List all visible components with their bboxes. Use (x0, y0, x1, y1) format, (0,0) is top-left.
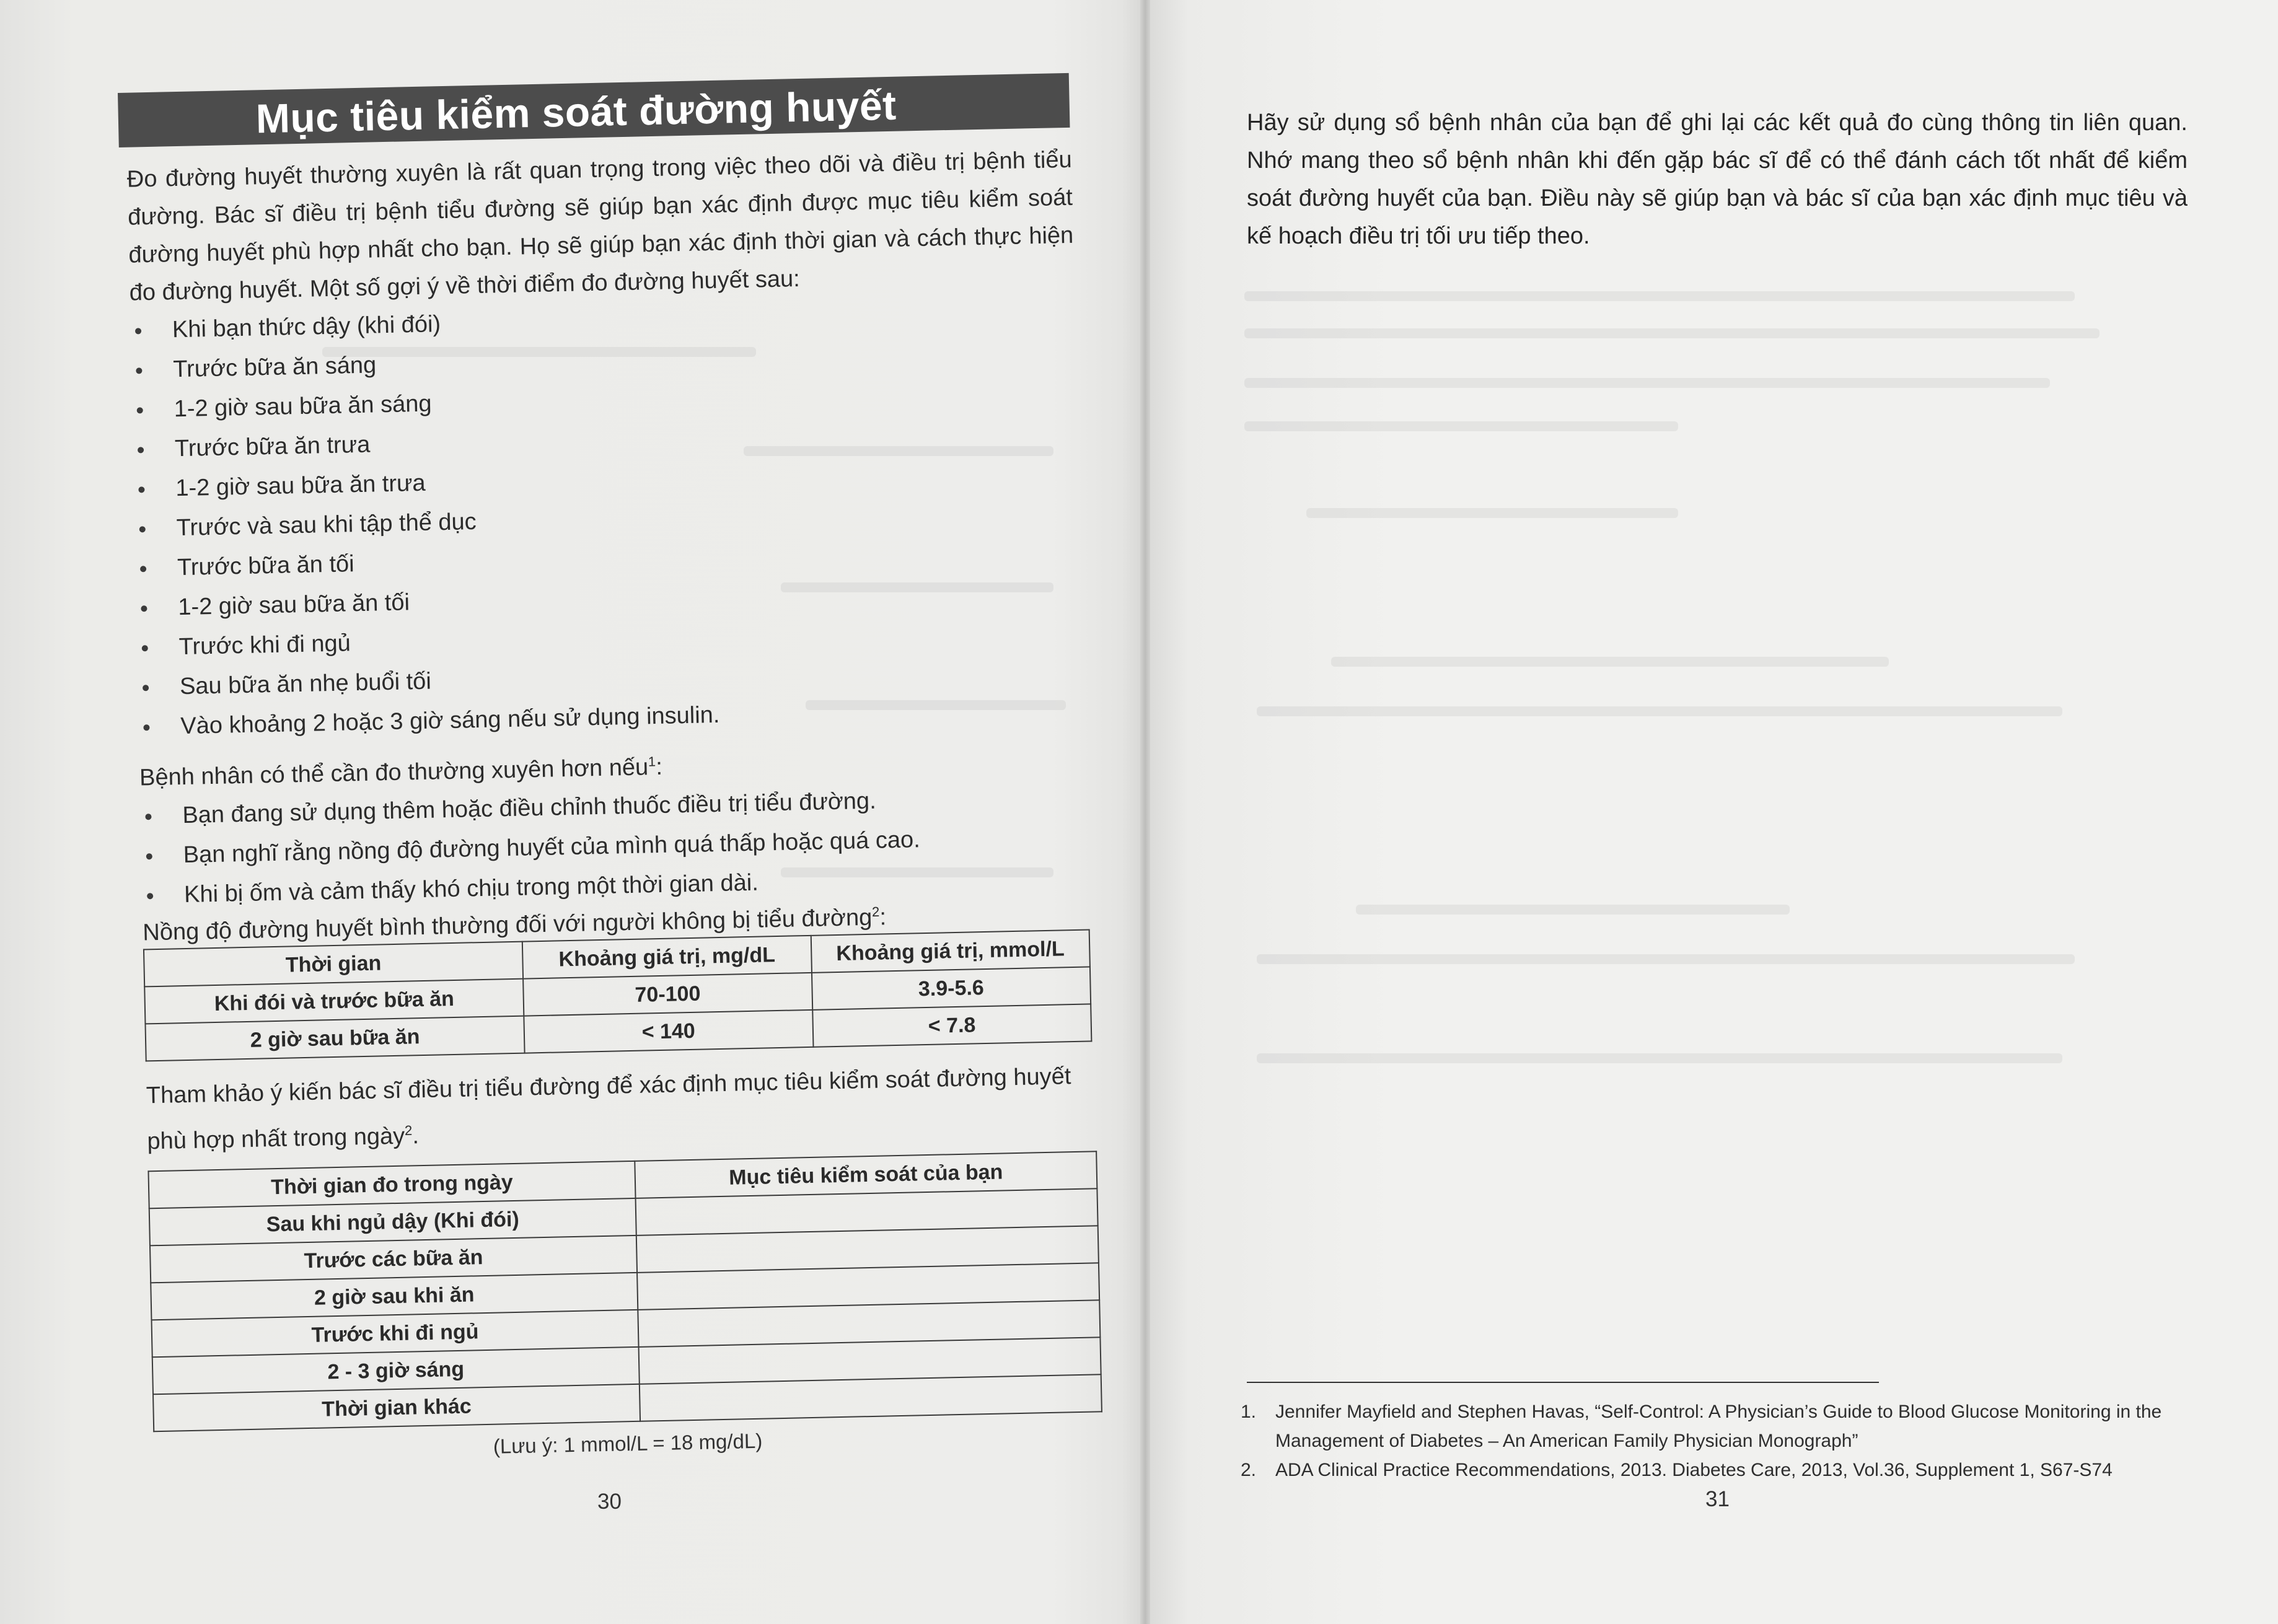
footnote-ref: 2 (404, 1122, 413, 1139)
table-cell: Thời gian khác (153, 1384, 640, 1431)
footnotes (1241, 1397, 2198, 1485)
list-item: Trước và sau khi tập thể dục (134, 489, 1064, 548)
intro-text: Đo đường huyết thường xuyên là rất quan trọng trong việc theo dõi và điều trị bệnh tiểu đường. Bác sĩ điều trị bệnh tiểu đường sẽ giúp bạn xác định được mục tiêu kiểm soát đường huyết phù hợp nhất cho bạn. Họ sẽ giúp bạn xác định thời gian và cách thực hiện đo đường huyết. Một số gợi ý về thời điểm đo đường huyết sau: (126, 146, 1074, 306)
section-title-bar (118, 73, 1070, 147)
table2-caption-period: . (411, 1123, 420, 1149)
list-item: 1-2 giờ sau bữa ăn trưa (133, 450, 1063, 509)
table-header: Khoảng giá trị, mmol/L (811, 929, 1090, 972)
table-cell: 2 giờ sau khi ăn (151, 1273, 638, 1320)
list-item: Bạn nghĩ rằng nồng độ đường huyết của mình quá thấp hoặc quá cao. (141, 817, 1071, 876)
table-cell: Sau khi ngủ dậy (Khi đói) (149, 1198, 636, 1245)
list-item: Bạn đang sử dụng thêm hoặc điều chỉnh thuốc điều trị tiểu đường. (140, 777, 1070, 836)
frequent-intro-text: Bệnh nhân có thể cần đo thường xuyên hơn nếu (139, 754, 649, 791)
book-gutter (1140, 0, 1150, 1624)
table2-caption (146, 1053, 1096, 1164)
table-header: Mục tiêu kiểm soát của bạn (635, 1151, 1097, 1198)
list-item: 1-2 giờ sau bữa ăn sáng (131, 371, 1062, 429)
right-page-paragraph: Hãy sử dụng sổ bệnh nhân của bạn để ghi lại các kết quả đo cùng thông tin liên quan. Nhớ mang theo sổ bệnh nhân khi đến gặp bác sĩ để có thể đánh cách tốt nhất để kiểm soát đường huyết của bạn. Điều này sẽ giúp bạn và bác sĩ của bạn xác định mục tiêu và kế hoạch điều trị tối ưu tiếp theo. (1247, 110, 2188, 249)
footnote-ref: 2 (871, 903, 880, 920)
table-header: Thời gian đo trong ngày (148, 1161, 635, 1208)
table-cell: 70-100 (523, 973, 812, 1016)
list-item: Khi bạn thức dậy (khi đói) (130, 291, 1060, 350)
footnote-number: 1. (1241, 1402, 1257, 1422)
footnote-item (1241, 1397, 2198, 1455)
table-cell: Trước khi đi ngủ (151, 1310, 638, 1357)
table-cell: 2 - 3 giờ sáng (152, 1347, 640, 1394)
footnote-text: ADA Clinical Practice Recommendations, 2013. Diabetes Care, 2013, Vol.36, Supplement 1, S67-S74 (1275, 1460, 2113, 1480)
timing-list (130, 291, 1068, 747)
list-item: Trước bữa ăn tối (134, 529, 1065, 588)
list-item: Trước bữa ăn trưa (132, 410, 1062, 469)
frequent-intro-colon: : (655, 753, 663, 781)
frequent-list (140, 777, 1072, 915)
footnote-text: Jennifer Mayfield and Stephen Havas, “Self-Control: A Physician’s Guide to Blood Glucose Monitoring in the Management of Diabetes – An American Family Physician Monograph” (1275, 1402, 2162, 1451)
footnote-item (1241, 1455, 2198, 1485)
table-cell: Khi đói và trước bữa ăn (144, 979, 524, 1024)
page-number-left: 30 (597, 1490, 622, 1514)
section-title: Mục tiêu kiểm soát đường huyết (255, 82, 897, 142)
list-item: Trước khi đi ngủ (136, 608, 1066, 667)
list-item: 1-2 giờ sau bữa ăn tối (136, 569, 1066, 628)
table-cell: < 7.8 (812, 1004, 1092, 1047)
list-item: Trước bữa ăn sáng (131, 331, 1061, 390)
table-cell: 3.9-5.6 (812, 967, 1091, 1009)
table-header: Khoảng giá trị, mg/dL (522, 936, 812, 979)
footnote-number: 2. (1241, 1460, 1257, 1480)
footnote-divider (1247, 1382, 1879, 1383)
table1-caption-text: Nồng độ đường huyết bình thường đối với người không bị tiểu đường (142, 904, 873, 946)
table-header: Thời gian (144, 942, 523, 987)
unit-note: (Lưu ý: 1 mmol/L = 18 mg/dL) (493, 1429, 763, 1458)
list-item: Khi bị ốm và cảm thấy khó chịu trong một thời gian dài. (141, 856, 1071, 915)
intro-paragraph (126, 141, 1075, 312)
table2-caption-text: Tham khảo ý kiến bác sĩ điều trị tiểu đường để xác định mục tiêu kiểm soát đường huyết phù hợp nhất trong ngày (146, 1063, 1071, 1155)
footnote-ref: 1 (648, 753, 656, 770)
normal-glucose-table (143, 929, 1092, 1061)
left-page-content (118, 72, 1114, 1530)
list-item: Vào khoảng 2 hoặc 3 giờ sáng nếu sử dụng insulin. (138, 688, 1068, 747)
daily-target-table (147, 1151, 1102, 1432)
table-cell: Trước các bữa ăn (150, 1236, 637, 1283)
table-cell: 2 giờ sau bữa ăn (145, 1016, 524, 1061)
table-cell: < 140 (524, 1010, 813, 1053)
list-item: Sau bữa ăn nhẹ buổi tối (137, 648, 1067, 707)
table1-caption-colon: : (879, 904, 887, 931)
page-number-right: 31 (1705, 1487, 1730, 1511)
